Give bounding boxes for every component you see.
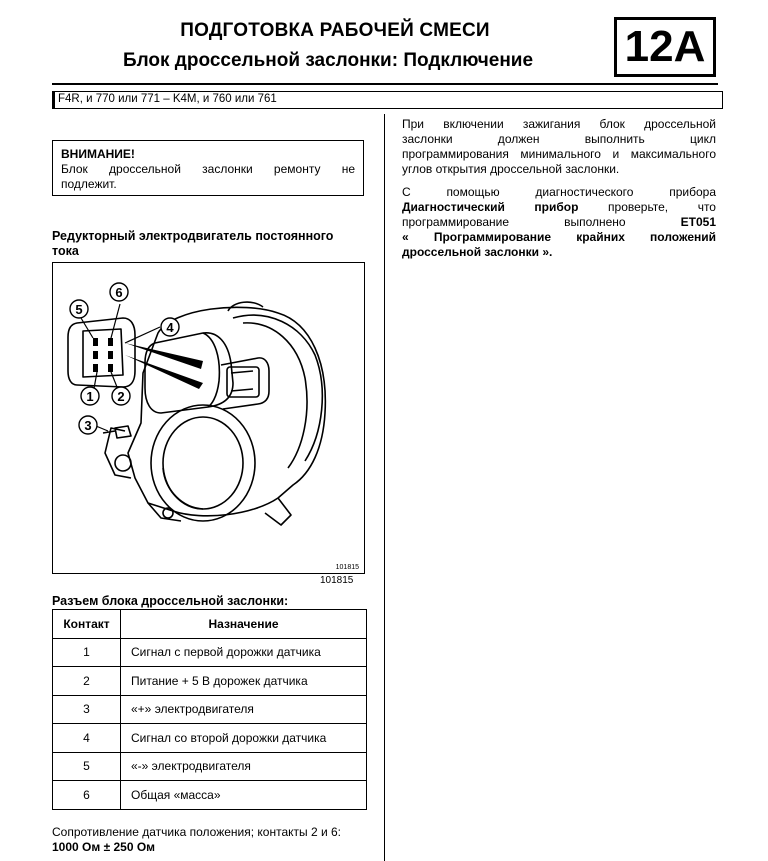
engine-applicability: F4R, и 770 или 771 – K4M, и 760 или 761 bbox=[52, 91, 723, 109]
callout-6 bbox=[110, 283, 128, 301]
p1-line: программирования минимального и максимального bbox=[402, 147, 716, 161]
table-row bbox=[53, 752, 367, 781]
page-subtitle: Блок дроссельной заслонки: Подключение bbox=[122, 50, 534, 71]
p1-line: углов открытия дроссельной заслонки. bbox=[402, 162, 620, 176]
pin-function: Общая «масса» bbox=[121, 781, 367, 810]
figure-inner-number: 101815 bbox=[335, 564, 359, 571]
table-row bbox=[53, 638, 367, 667]
callout-6-label: 6 bbox=[115, 285, 123, 300]
figure-caption-line1: Редукторный электродвигатель постоянного bbox=[52, 229, 334, 243]
callout-1 bbox=[81, 387, 99, 405]
right-paragraph-2 bbox=[402, 185, 716, 260]
pin-number: 2 bbox=[53, 667, 121, 696]
table-row bbox=[53, 781, 367, 810]
pin-number: 6 bbox=[53, 781, 121, 810]
resistance-note bbox=[52, 825, 341, 855]
figure-caption-line2: тока bbox=[52, 244, 79, 258]
table-row bbox=[53, 667, 367, 696]
p2-line3 bbox=[402, 215, 716, 230]
pin-number: 3 bbox=[53, 695, 121, 724]
p1-line: заслонки должен выполнить цикл bbox=[402, 132, 716, 146]
pin-number: 1 bbox=[53, 638, 121, 667]
p2-line2-rest: проверьте, что bbox=[578, 200, 716, 214]
table-header-purpose: Назначение bbox=[121, 610, 367, 639]
callout-3 bbox=[79, 416, 97, 434]
tool-name: Диагностический прибор bbox=[402, 200, 579, 214]
page-title: ПОДГОТОВКА РАБОЧЕЙ СМЕСИ bbox=[180, 20, 490, 41]
pin-function: «-» электродвигателя bbox=[121, 752, 367, 781]
p1-line: При включении зажигания блок дроссельной bbox=[402, 117, 716, 131]
table-row bbox=[53, 695, 367, 724]
callout-5 bbox=[70, 300, 88, 318]
callout-4 bbox=[161, 318, 179, 336]
resistance-text: Сопротивление датчика положения; контакты 2 и 6: bbox=[52, 825, 342, 839]
column-divider bbox=[384, 114, 385, 861]
command-code: ET051 bbox=[680, 215, 716, 229]
warning-box bbox=[52, 140, 364, 196]
pin-function: Сигнал со второй дорожки датчика bbox=[121, 724, 367, 753]
figure-caption bbox=[52, 229, 372, 259]
pin-function: Питание + 5 В дорожек датчика bbox=[121, 667, 367, 696]
header-rule bbox=[52, 83, 718, 85]
warning-text-line1: Блок дроссельной заслонки ремонту не bbox=[61, 162, 355, 176]
pin-function: «+» электродвигателя bbox=[121, 695, 367, 724]
callout-5-label: 5 bbox=[75, 302, 83, 317]
connector-caption: Разъем блока дроссельной заслонки: bbox=[52, 594, 289, 608]
callout-3-label: 3 bbox=[84, 418, 92, 433]
p2-line2 bbox=[402, 200, 716, 215]
p2-line1: С помощью диагностического прибора bbox=[402, 185, 716, 199]
p2-line4: « Программирование крайних положений bbox=[402, 230, 716, 244]
callout-4-label: 4 bbox=[166, 320, 174, 335]
callout-2 bbox=[112, 387, 130, 405]
p2-line5: дроссельной заслонки ». bbox=[402, 245, 553, 259]
callout-2-label: 2 bbox=[117, 389, 125, 404]
table-row bbox=[53, 724, 367, 753]
table-header-contact: Контакт bbox=[53, 610, 121, 639]
throttle-body-drawing bbox=[53, 263, 364, 573]
warning-text-line2: подлежит. bbox=[61, 177, 117, 191]
pin-number: 4 bbox=[53, 724, 121, 753]
table-header-row bbox=[53, 610, 367, 639]
pin-number: 5 bbox=[53, 752, 121, 781]
figure-number: 101815 bbox=[320, 575, 354, 586]
resistance-value: 1000 Ом ± 250 Ом bbox=[52, 840, 156, 854]
throttle-body-figure bbox=[52, 262, 365, 574]
callout-1-label: 1 bbox=[86, 389, 94, 404]
pin-function: Сигнал с первой дорожки датчика bbox=[121, 638, 367, 667]
section-code-box: 12A bbox=[614, 17, 716, 77]
p2-line3-text: программирование выполнено bbox=[402, 215, 681, 229]
connector-table bbox=[52, 609, 367, 810]
warning-title: ВНИМАНИЕ! bbox=[61, 147, 135, 161]
right-paragraph-1 bbox=[402, 117, 716, 177]
